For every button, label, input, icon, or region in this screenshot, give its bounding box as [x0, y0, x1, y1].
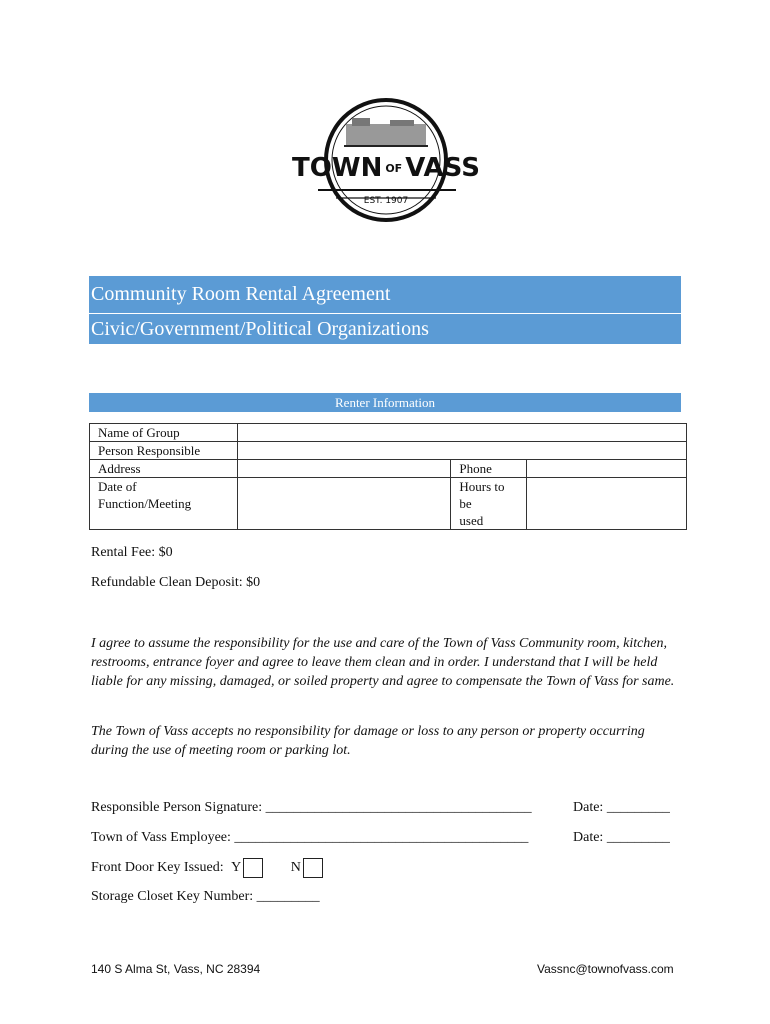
logo-vass-text: VASS — [405, 153, 480, 183]
group-label: Name of Group — [90, 424, 238, 442]
key-issued-label: Front Door Key Issued: — [91, 860, 224, 876]
hours-label-line2: used — [459, 513, 484, 528]
footer-email[interactable]: Vassnc@townofvass.com — [537, 962, 674, 976]
logo-town-text: TOWN — [292, 153, 383, 183]
town-logo — [292, 96, 480, 224]
person-label: Person Responsible — [90, 442, 238, 460]
closet-key-line[interactable]: Storage Closet Key Number: _________ — [91, 889, 320, 904]
date-label-line1: Date of — [98, 479, 137, 494]
key-issued-row — [91, 858, 323, 878]
logo-of-text: OF — [385, 161, 403, 175]
hours-label — [451, 478, 527, 530]
group-field[interactable] — [237, 424, 686, 442]
responsible-date-line[interactable]: Date: _________ — [573, 800, 670, 815]
person-field[interactable] — [237, 442, 686, 460]
rental-fee-text: Rental Fee: $0 — [91, 545, 173, 560]
page-title: Community Room Rental Agreement — [89, 276, 681, 313]
page-subtitle: Civic/Government/Political Organizations — [89, 314, 681, 344]
responsible-signature-line[interactable]: Responsible Person Signature: ______________________________________ — [91, 800, 532, 815]
key-yes-label: Y — [231, 860, 242, 876]
hours-field[interactable] — [527, 478, 687, 530]
key-no-checkbox[interactable] — [303, 858, 323, 878]
renter-info-table — [89, 423, 687, 530]
address-label: Address — [90, 460, 238, 478]
logo-wordmark — [292, 146, 480, 190]
phone-field[interactable] — [527, 460, 687, 478]
logo-est-text: EST. 1907 — [363, 196, 409, 206]
address-field[interactable] — [237, 460, 451, 478]
hours-label-line1: Hours to be — [459, 479, 505, 511]
date-label-line2: Function/Meeting — [98, 496, 192, 511]
footer-address: 140 S Alma St, Vass, NC 28394 — [91, 962, 261, 976]
employee-signature-line[interactable]: Town of Vass Employee: __________________________________________ — [91, 830, 529, 845]
agreement-paragraph: I agree to assume the responsibility for the use and care of the Town of Vass Community room, kitchen, restrooms, entrance foyer and agree to leave them clean and in order. I understand that I will be held liable for any missing, damaged, or soiled property and agree to compensate the Town of Vass for same. — [91, 636, 675, 690]
table-row — [90, 442, 687, 460]
key-no-label: N — [290, 860, 301, 876]
liability-paragraph: The Town of Vass accepts no responsibility for damage or loss to any person or property occurring during the use of meeting room or parking lot. — [91, 724, 645, 759]
key-yes-checkbox[interactable] — [243, 858, 263, 878]
phone-label: Phone — [451, 460, 527, 478]
date-label — [90, 478, 238, 530]
table-row — [90, 460, 687, 478]
deposit-text: Refundable Clean Deposit: $0 — [91, 575, 261, 590]
table-row — [90, 478, 687, 530]
renter-section-header: Renter Information — [89, 393, 681, 412]
table-row — [90, 424, 687, 442]
employee-date-line[interactable]: Date: _________ — [573, 830, 670, 845]
date-field[interactable] — [237, 478, 451, 530]
